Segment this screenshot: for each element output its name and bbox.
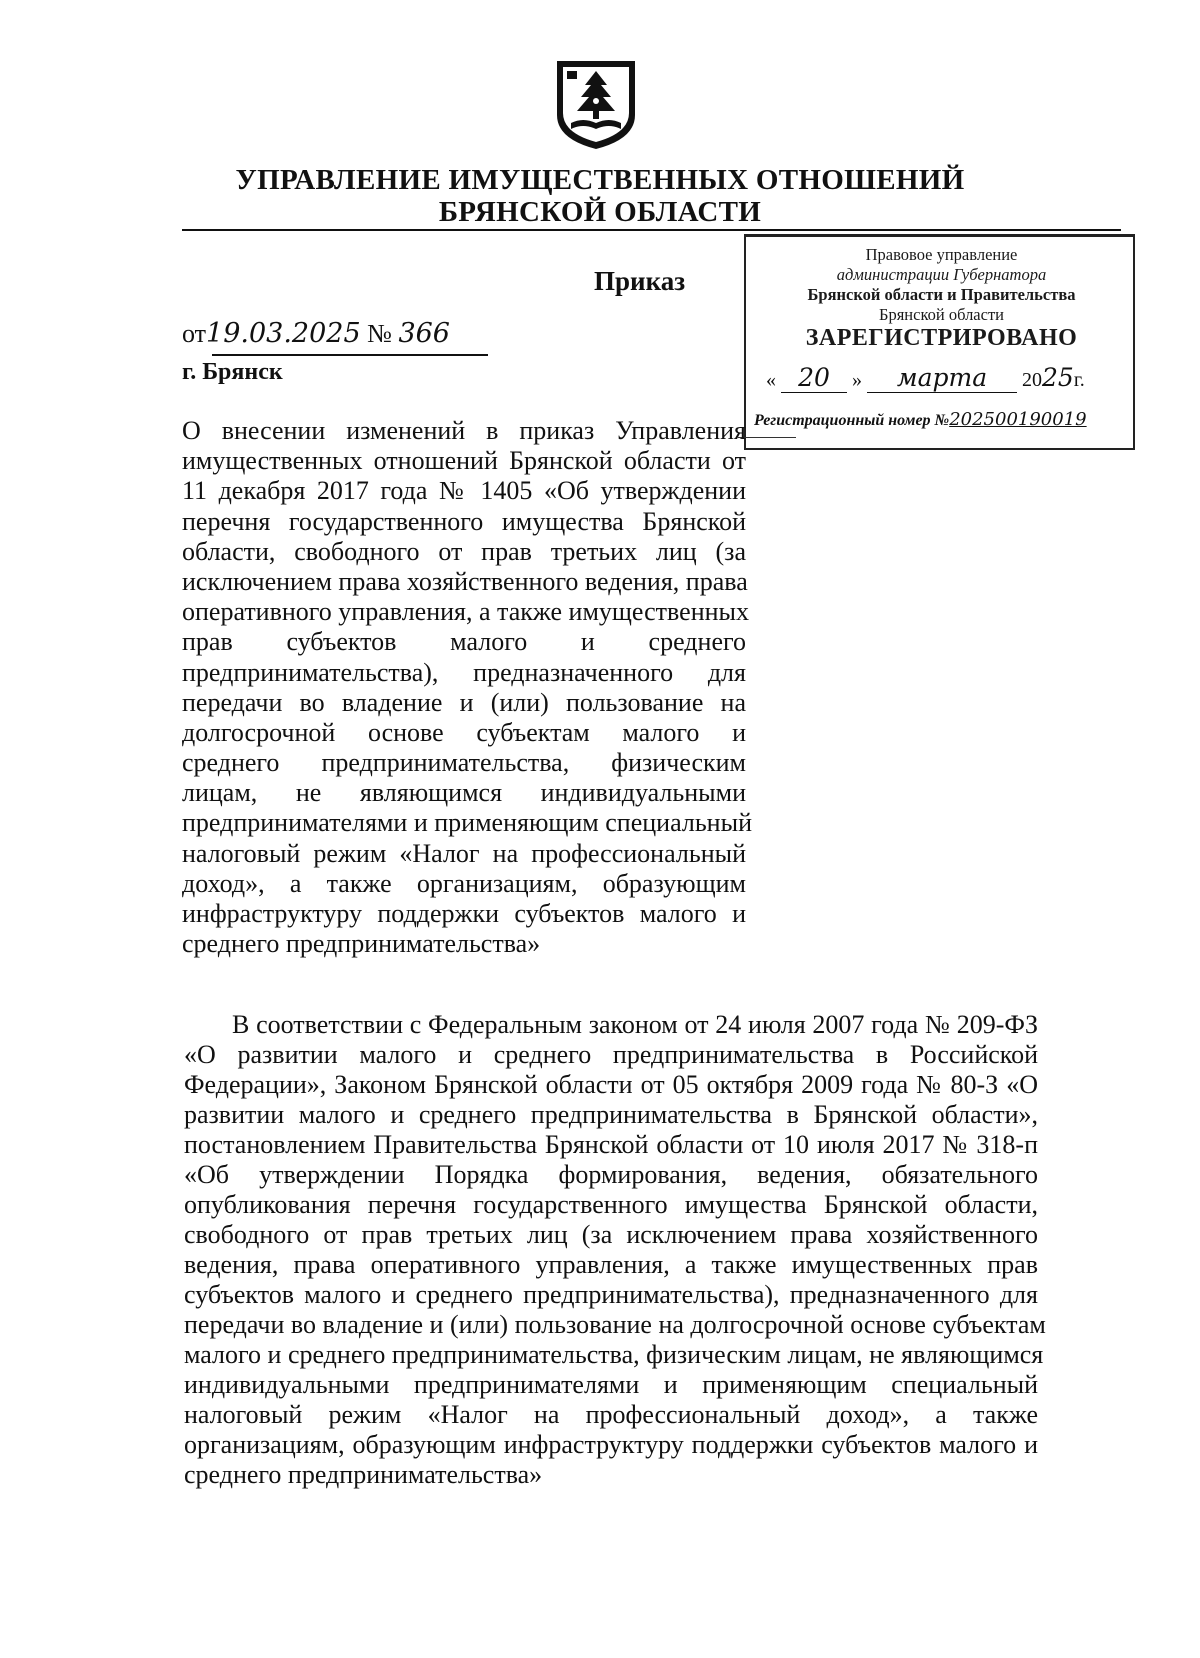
title-line: предпринимательства), предназначенного для — [182, 657, 746, 687]
coat-of-arms-icon — [553, 57, 639, 152]
stamp-registered: ЗАРЕГИСТРИРОВАНО — [805, 325, 1078, 351]
stamp-open-quote: « — [766, 369, 776, 391]
title-line: налоговый режим «Налог на профессиональный — [182, 838, 746, 868]
stamp-reg-number-value: 202500190019 — [949, 409, 1087, 430]
title-line: 11 декабря 2017 года № 1405 «Об утверждении — [182, 476, 746, 506]
body-line: опубликования перечня государственного имущества Брянской области, — [184, 1190, 1038, 1219]
stamp-month: марта — [867, 363, 1017, 393]
stamp-reg-number-label: Регистрационный номер № — [754, 412, 950, 429]
body-line: субъектов малого и среднего предпринимательства), предназначенного для — [184, 1280, 1038, 1309]
registration-stamp — [744, 234, 1135, 450]
title-line: среднего предпринимательства, физическим — [182, 748, 746, 778]
stamp-line-4: Брянской области — [878, 305, 1004, 324]
title-line: среднего предпринимательства» — [182, 929, 541, 959]
body-line: свободного от прав третьих лиц (за исключением права хозяйственного — [184, 1220, 1038, 1249]
title-line: оперативного управления, а также имущественных — [182, 597, 749, 627]
title-line: исключением права хозяйственного ведения, права — [182, 566, 748, 596]
title-line: прав субъектов малого и среднего — [182, 627, 746, 657]
order-date: 19.03.2025 — [206, 318, 361, 349]
organization-name-line-2: БРЯНСКОЙ ОБЛАСТИ — [438, 196, 762, 228]
date-prefix: от — [182, 319, 207, 348]
stamp-line-1: Правовое управление — [865, 245, 1018, 264]
order-title: Приказ — [594, 266, 686, 296]
stamp-day: 20 — [781, 363, 847, 393]
body-line: «О развитии малого и среднего предпринимательства в Российской — [184, 1040, 1038, 1069]
body-line: ведения, права оперативного управления, а также имущественных прав — [184, 1250, 1038, 1279]
stamp-line-3: Брянской области и Правительства — [807, 285, 1076, 304]
stamp-year-suffix: г. — [1073, 369, 1085, 391]
title-line: инфраструктуру поддержки субъектов малого и — [182, 899, 746, 928]
body-line: постановлением Правительства Брянской области от 10 июля 2017 № 318-п — [184, 1130, 1038, 1159]
body-line: среднего предпринимательства» — [184, 1460, 543, 1489]
order-date-number — [182, 318, 450, 349]
title-line: передачи во владение и (или) пользование на — [182, 687, 746, 717]
body-line: «Об утверждении Порядка формирования, ведения, обязательного — [184, 1160, 1038, 1189]
title-line: доход», а также организациям, образующим — [182, 868, 746, 898]
number-prefix: № — [367, 319, 392, 348]
body-line: организациям, образующим инфраструктуру поддержки субъектов малого и — [184, 1430, 1038, 1459]
title-line: области, свободного от прав третьих лиц (за — [182, 536, 746, 566]
stamp-reg-number — [754, 409, 1087, 430]
body-paragraph — [184, 1010, 1046, 1490]
city: г. Брянск — [182, 359, 283, 385]
title-line: долгосрочной основе субъектам малого и — [182, 717, 746, 747]
title-line: имущественных отношений Брянской области от — [182, 446, 746, 476]
title-line: предпринимателями и применяющим специальный — [182, 808, 752, 838]
stamp-date — [766, 363, 1085, 393]
body-line: В соответствии с Федеральным законом от 24 июля 2007 года № 209-ФЗ — [232, 1010, 1038, 1039]
body-line: развитии малого и среднего предпринимательства в Брянской области», — [184, 1100, 1038, 1129]
document-title — [182, 416, 752, 959]
title-line: О внесении изменений в приказ Управления — [182, 416, 746, 445]
stamp-close-quote: » — [852, 369, 862, 391]
body-line: индивидуальными предпринимателями и применяющим специальный — [184, 1370, 1038, 1399]
header-rule — [182, 229, 1121, 231]
stamp-year-prefix: 20 — [1022, 369, 1042, 391]
body-line: малого и среднего предпринимательства, физическим лицам, не являющимся — [184, 1340, 1044, 1369]
title-line: перечня государственного имущества Брянской — [182, 506, 746, 536]
date-underline — [212, 354, 488, 356]
stamp-year: 25 — [1042, 363, 1074, 392]
stamp-line-2: администрации Губернатора — [836, 265, 1047, 284]
body-line: передачи во владение и (или) пользование на долгосрочной основе субъектам — [184, 1310, 1046, 1339]
title-connector-line — [738, 437, 796, 438]
title-line: лицам, не являющимся индивидуальными — [182, 778, 746, 808]
organization-name-line-1: УПРАВЛЕНИЕ ИМУЩЕСТВЕННЫХ ОТНОШЕНИЙ — [235, 164, 965, 196]
body-line: Федерации», Законом Брянской области от 05 октября 2009 года № 80-З «О — [184, 1070, 1038, 1099]
order-number: 366 — [398, 318, 450, 349]
body-line: налоговый режим «Налог на профессиональный доход», а также — [184, 1400, 1038, 1429]
